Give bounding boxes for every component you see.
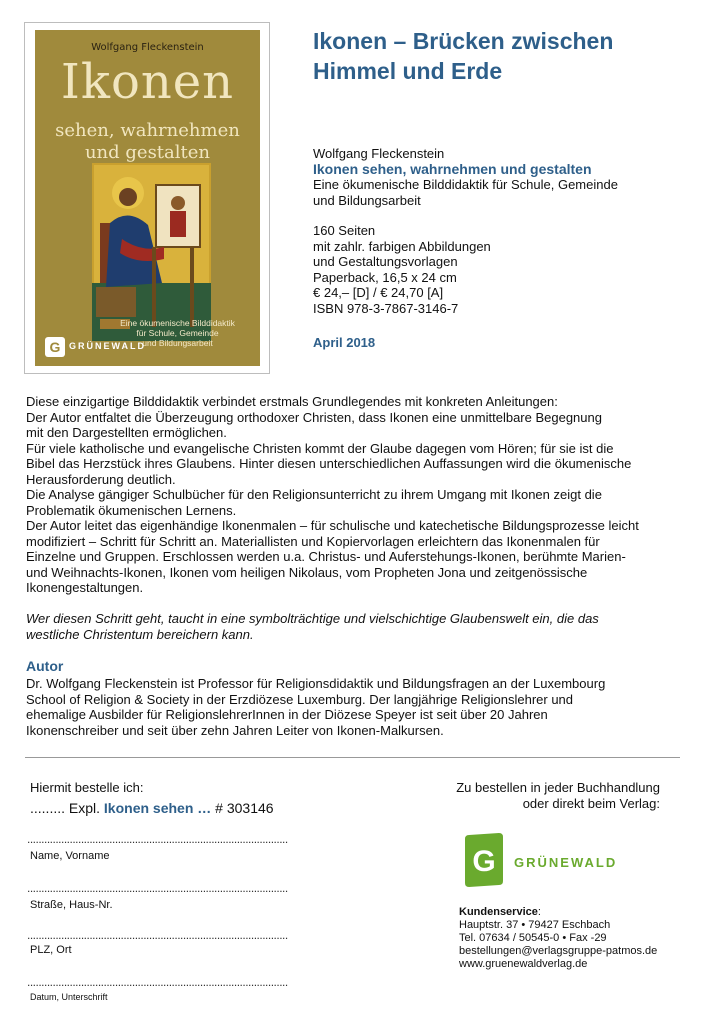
description-line: Problematik ökumenischen Lernens. xyxy=(26,502,237,518)
book-spec: und Gestaltungsvorlagen xyxy=(313,254,458,269)
description-line: Der Autor leitet das eigenhändige Ikonenmalen – für schulische und katechetische Bildungsprozesse leicht xyxy=(26,518,639,533)
cover-subtitle-1: sehen, wahrnehmen xyxy=(55,120,240,141)
description-line: Die Analyse gängiger Schulbücher für den Religionsunterricht zu ihrem Umgang mit Ikonen zeigt die xyxy=(26,487,602,502)
publisher-brand: GRÜNEWALD xyxy=(514,855,618,870)
book-subtitle-2: und Bildungsarbeit xyxy=(313,192,421,208)
email-link[interactable]: bestellungen@verlagsgruppe-patmos.de xyxy=(459,945,658,957)
order-title: Ikonen sehen … xyxy=(103,800,212,816)
book-spec: Paperback, 16,5 x 24 cm xyxy=(313,269,457,285)
description-line: mit den Dargestellten ermöglichen. xyxy=(26,425,227,440)
book-spec: € 24,– [D] / € 24,70 [A] xyxy=(313,285,444,300)
description-line: Diese einzigartige Bilddidaktik verbindet erstmals Grundlegendes mit konkreten Anleitungen: xyxy=(26,394,558,409)
quote: Wer diesen Schritt geht, taucht in eine symbolträchtige und vielschichtige Glaubenswelt ein, die das westliche Christentum bereichern kann. xyxy=(26,611,599,642)
order-heading: Hiermit bestelle ich: xyxy=(30,780,144,795)
name-field-label: Name, Vorname xyxy=(30,850,110,862)
phone: Tel. 07634 / 50545-0 • Fax -29 xyxy=(459,932,607,944)
address: Hauptstr. 37 • 79427 Eschbach xyxy=(459,919,611,931)
book-author: Wolfgang Fleckenstein xyxy=(313,146,445,161)
street-field-label: Straße, Haus-Nr. xyxy=(30,899,113,911)
description-line: Einzelne und Gruppen. Erschlossen werden u.a. Christus- und Auferstehungs-Ikonen, berühmte Marien- xyxy=(26,549,626,564)
description-line: Der Autor entfaltet die Überzeugung orthodoxer Christen, dass Ikonen eine unmittelbare Begegnung xyxy=(26,409,602,425)
description-line: Bibel das Herzstück ihres Glaubens. Hinter diesen unterschiedlichen Auffassungen wird die ökumenische xyxy=(26,456,632,471)
page-title: Ikonen – Brücken zwischen Himmel und Erde xyxy=(313,28,614,84)
cover-logo xyxy=(45,337,65,357)
description-line: Herausforderung deutlich. xyxy=(26,471,176,487)
description xyxy=(26,394,686,596)
cover-logo-letter: G xyxy=(49,339,61,355)
city-field-line[interactable]: ............................................................................................ xyxy=(27,928,288,942)
description-line: Für viele katholische und evangelische Christen kommt der Glaube dagegen vom Hören; für sie ist die xyxy=(26,440,614,456)
street-field-line[interactable]: ............................................................................................ xyxy=(27,881,288,895)
book-cover xyxy=(35,30,260,366)
author-bio: Dr. Wolfgang Fleckenstein ist Professor für Religionsdidaktik und Bildungsfragen an der Luxembourg School of Religion & Society in der Erzdiözese Luxemburg. Der langjährige Religionslehrer und ehemalige Ausbilder für ReligionslehrerInnen in der Diözese Speyer ist seit über 20 Jahren Ikonenschreiber und seit über zehn Jahren Leiter von Ikonen-Malkursen. xyxy=(26,676,606,738)
customer-service: Kundenservice: Hauptstr. 37 • 79427 Eschbach Tel. 07634 / 50545-0 • Fax -29 bestellungen@verlagsgruppe-patmos.de www.gruenewaldverlag.de xyxy=(459,906,658,970)
cover-subtitle-2: und gestalten xyxy=(84,142,211,163)
kundenservice-label: Kundenservice xyxy=(459,906,538,918)
order-line xyxy=(30,800,274,816)
cover-brand: GRÜNEWALD xyxy=(69,341,146,351)
book-spec: mit zahlr. farbigen Abbildungen xyxy=(313,238,491,254)
cover-tagline: Eine ökumenische Bilddidaktik für Schule, Gemeinde und Bildungsarbeit xyxy=(120,318,235,348)
publication-date: April 2018 xyxy=(313,335,376,350)
logo-letter: G xyxy=(472,845,496,878)
icon-painting-image xyxy=(92,163,211,341)
book-info xyxy=(313,146,693,316)
cover-title: Ikonen xyxy=(60,54,235,110)
signature-field-label: Datum, Unterschrift xyxy=(30,992,108,1002)
book-spec: 160 Seiten xyxy=(313,223,376,238)
description-line: und Weihnachts-Ikonen, Ikonen vom heiligen Nikolaus, vom Propheten Jona und zeitgenössische xyxy=(26,564,588,580)
order-qty-prefix: ......... Expl. xyxy=(30,800,101,816)
book-title: Ikonen sehen, wahrnehmen und gestalten xyxy=(313,160,592,177)
gruenewald-logo-icon xyxy=(461,833,503,887)
website-link[interactable]: www.gruenewaldverlag.de xyxy=(459,958,588,970)
author-heading: Autor xyxy=(26,658,64,674)
signature-field-line[interactable]: ............................................................................................ xyxy=(27,975,288,989)
book-spec: ISBN 978-3-7867-3146-7 xyxy=(313,300,459,316)
order-info: Zu bestellen in jeder Buchhandlung oder direkt beim Verlag: xyxy=(456,780,660,811)
description-line: modifiziert – Schritt für Schritt an. Materiallisten und Kopiervorlagen erleichtern das Ikonenmalen für xyxy=(26,533,600,549)
description-line: Ikonengestaltungen. xyxy=(26,580,144,595)
city-field-label: PLZ, Ort xyxy=(30,944,72,956)
name-field-line[interactable]: ............................................................................................ xyxy=(27,832,288,846)
cover-author: Wolfgang Fleckenstein xyxy=(91,42,204,53)
book-subtitle-1: Eine ökumenische Bilddidaktik für Schule, Gemeinde xyxy=(313,177,618,192)
divider xyxy=(25,757,680,758)
order-number: # 303146 xyxy=(215,800,274,816)
